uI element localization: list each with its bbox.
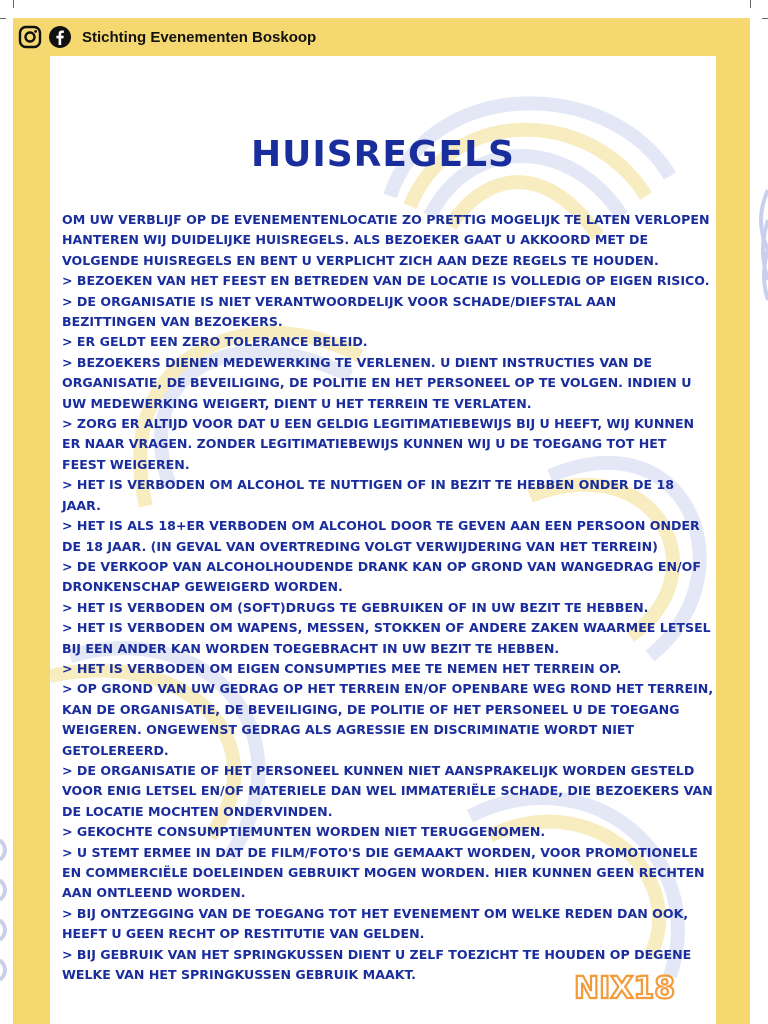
crop-mark xyxy=(0,18,6,19)
nix18-logo xyxy=(572,968,692,1008)
rule-item: > HET IS ALS 18+ER VERBODEN OM ALCOHOL DOOR TE GEVEN AAN EEN PERSOON ONDER DE 18 JAAR. (IN GEVAL VAN OVERTREDING VOLGT VERWIJDERING VAN HET TERREIN) xyxy=(62,518,700,554)
facebook-icon[interactable] xyxy=(48,25,72,49)
rule-item: > HET IS VERBODEN OM (SOFT)DRUGS TE GEBRUIKEN OF IN UW BEZIT TE HEBBEN. xyxy=(62,599,649,615)
decorative-stripes-right xyxy=(750,180,768,320)
nix18-logo-text: NIX18 xyxy=(574,971,676,1006)
rule-item: > GEKOCHTE CONSUMPTIEMUNTEN WORDEN NIET TERUGGENOMEN. xyxy=(62,824,546,840)
rule-item: > BIJ ONTZEGGING VAN DE TOEGANG TOT HET EVENEMENT OM WELKE REDEN DAN OOK, HEEFT U GEEN RECHT OP RESTITUTIE VAN GELDEN. xyxy=(62,905,689,942)
rule-item: > BEZOEKERS DIENEN MEDEWERKING TE VERLENEN. U DIENT INSTRUCTIES VAN DE ORGANISATIE, DE BEVEILIGING, DE POLITIE EN HET PERSONEEL OP TE VOLGEN. INDIEN U UW MEDEWERKING WEIGERT, DIENT U HET TERREIN TE VERLATEN. xyxy=(62,354,692,411)
house-rules-text xyxy=(62,210,714,985)
rule-item: > U STEMT ERMEE IN DAT DE FILM/FOTO'S DIE GEMAAKT WORDEN, VOOR PROMOTIONELE EN COMMERCIËLE DOELEINDEN GEBRUIKT MOGEN WORDEN. HIER KUNNEN GEEN RECHTEN AAN ONTLEEND WORDEN. xyxy=(62,844,705,901)
rule-item: > DE VERKOOP VAN ALCOHOLHOUDENDE DRANK KAN OP GROND VAN WANGEDRAG EN/OF DRONKENSCHAP GEWEIGERD WORDEN. xyxy=(62,558,701,595)
rule-item: > HET IS VERBODEN OM WAPENS, MESSEN, STOKKEN OF ANDERE ZAKEN WAARMEE LETSEL BIJ EEN ANDER KAN WORDEN TOEGEBRACHT IN UW BEZIT TE HEBBEN. xyxy=(62,620,711,656)
crop-mark xyxy=(13,0,14,8)
rule-item: > DE ORGANISATIE IS NIET VERANTWOORDELIJK VOOR SCHADE/DIEFSTAL AAN BEZITTINGEN VAN BEZOEKERS. xyxy=(62,293,617,330)
rule-item: > BEZOEKEN VAN HET FEEST EN BETREDEN VAN DE LOCATIE IS VOLLEDIG OP EIGEN RISICO. xyxy=(62,273,710,289)
rule-item: > ZORG ER ALTIJD VOOR DAT U EEN GELDIG LEGITIMATIEBEWIJS BIJ U HEEFT, WIJ KUNNEN ER NAAR VRAGEN. ZONDER LEGITIMATIEBEWIJS KUNNEN WIJ U DE TOEGANG TOT HET FEEST WEIGEREN. xyxy=(62,416,695,472)
instagram-icon[interactable] xyxy=(18,25,42,49)
rule-item: > DE ORGANISATIE OF HET PERSONEEL KUNNEN NIET AANSPRAKELIJK WORDEN GESTELD VOOR ENIG LETSEL EN/OF MATERIELE DAN WEL IMMATERIËLE SCHADE, DIE BEZOEKERS VAN DE LOCATIE MOCHTEN ONDERVINDEN. xyxy=(62,762,713,819)
organization-name: Stichting Evenementen Boskoop xyxy=(82,28,317,46)
house-rules-panel xyxy=(50,56,716,1024)
rule-item: > HET IS VERBODEN OM EIGEN CONSUMPTIES MEE TE NEMEN HET TERREIN OP. xyxy=(62,660,622,676)
rule-item: > HET IS VERBODEN OM ALCOHOL TE NUTTIGEN OF IN BEZIT TE HEBBEN ONDER DE 18 JAAR. xyxy=(62,477,674,513)
rule-item: > ER GELDT EEN ZERO TOLERANCE BELEID. xyxy=(62,334,368,350)
rule-item: > OP GROND VAN UW GEDRAG OP HET TERREIN EN/OF OPENBARE WEG ROND HET TERREIN, KAN DE ORGANISATIE, DE BEVEILIGING, DE POLITIE OF HET PERSONEEL U DE TOEGANG WEIGEREN. ONGEWENST GEDRAG ALS AGRESSIE EN DISCRIMINATIE WORDT NIET GETOLEREERD. xyxy=(62,681,714,758)
crop-mark xyxy=(762,18,768,19)
crop-mark xyxy=(750,0,751,8)
decorative-stripes-left xyxy=(0,820,14,1020)
social-header xyxy=(18,22,316,52)
intro-paragraph: OM UW VERBLIJF OP DE EVENEMENTENLOCATIE ZO PRETTIG MOGELIJK TE LATEN VERLOPEN HANTEREN WIJ DUIDELIJKE HUISREGELS. ALS BEZOEKER GAAT U AKKOORD MET DE VOLGENDE HUISREGELS EN BENT U VERPLICHT ZICH AAN DEZE REGELS TE HOUDEN. xyxy=(62,212,710,268)
rule-item: > BIJ GEBRUIK VAN HET SPRINGKUSSEN DIENT U ZELF TOEZICHT TE HOUDEN OP DEGENE WELKE VAN HET SPRINGKUSSEN GEBRUIK MAAKT. xyxy=(62,946,692,983)
page-title: HUISREGELS xyxy=(250,134,515,175)
